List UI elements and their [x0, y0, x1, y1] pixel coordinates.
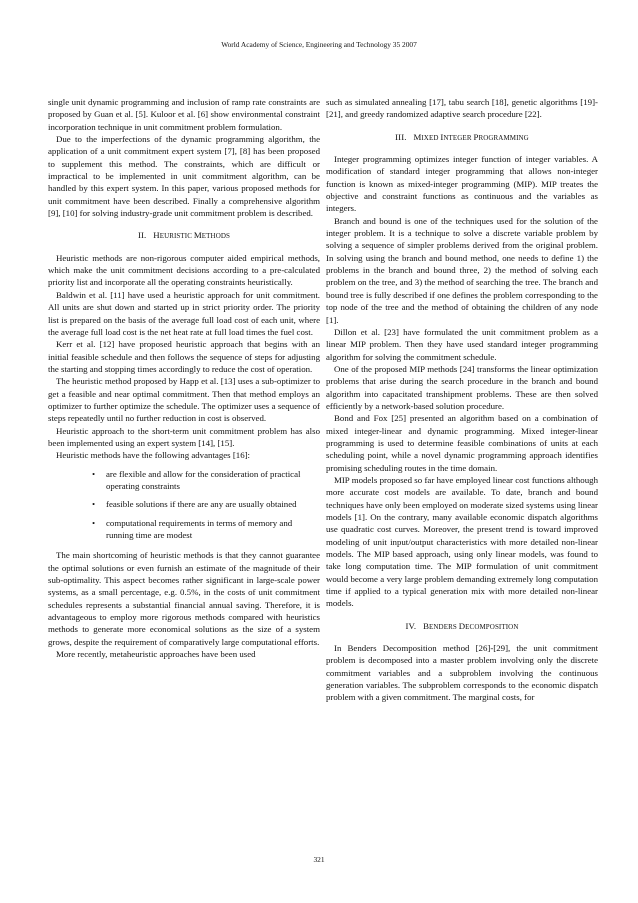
section-heading-heuristic-methods: II. HEURISTIC METHODS [137, 230, 230, 241]
bullet-icon: • [92, 499, 96, 510]
paragraph: Bond and Fox [25] presented an algorithm based on a combination of mixed integer-linear and dynamic programming. Mixed integer-linear programming is used to determine feasible combinations of units at each scheduling point, while a novel dynamic programming approach identifies promising scheduling routes in the time domain. [326, 413, 598, 473]
paragraph: One of the proposed MIP methods [24] transforms the linear optimization problems that arise during the search procedure in the branch and bound algorithm into capacitated transhipment problems. These are then solved efficiently by a network-based solution procedure. [326, 363, 598, 411]
paragraph: The main shortcoming of heuristic methods is that they cannot guarantee the optimal solutions or even furnish an estimate of the magnitude of their sub-optimality. This aspect becomes rather significant in large-scale power systems, as a small percentage, e.g. 0.5%, in the costs of unit commitment schedules represents a substantial financial annual saving. Therefore, it is advantageous to employ more rigorous methods compared with heuristics methods to generate more economical solutions as the size of a system grows, despite the requirement of comparatively large computational efforts. [48, 550, 320, 647]
paragraph: such as simulated annealing [17], tabu search [18], genetic algorithms [19]-[21], and greedy randomized adaptive search procedure [22]. [326, 97, 598, 120]
page-number: 321 [313, 855, 325, 864]
advantages-list [48, 468, 320, 542]
list-item: • computational requirements in terms of memory and running time are modest [92, 517, 293, 540]
paragraph: Baldwin et al. [11] have used a heuristic approach for unit commitment. All units are shut down and started up in strict priority order. The priority list is prepared on the basis of the average full load cost of each unit, where the average full load cost is the net heat rate at full load times the fuel cost. [48, 289, 320, 337]
section-heading-benders-decomposition: IV. BENDERS DECOMPOSITION [405, 620, 519, 631]
list-item: • are flexible and allow for the consideration of practical operating constraints [92, 468, 301, 491]
section-heading-mixed-integer-programming: III. MIXED INTEGER PROGRAMMING [395, 131, 529, 142]
paragraph: Integer programming optimizes integer function of integer variables. A modification of standard integer programming that allows non-integer function is known as mixed-integer programming (MIP). MIP treates the objective and constraint functions as continuous and the variables as integers. [326, 154, 598, 214]
right-column [326, 96, 598, 704]
paragraph: Dillon et al. [23] have formulated the unit commitment problem as a linear MIP problem. Then they have used standard integer programming algorithm for solving the commitment schedule. [326, 326, 598, 362]
left-column [48, 96, 320, 660]
running-header: World Academy of Science, Engineering and Technology 35 2007 [221, 40, 417, 49]
paragraph: Due to the imperfections of the dynamic programming algorithm, the application of a unit commitment expert system [7], [8] has been proposed to supplement this method. The constraints, which are difficult or impractical to be implemented in unit commitment algorithm, can be handled by this expert system. In this paper, various proposed methods for unit commitment have been described. Finally a comprehensive algorithm [9], [10] for solving industry-grade unit commitment problem is described. [48, 134, 320, 219]
paragraph: single unit dynamic programming and inclusion of ramp rate constraints are proposed by Guan et al. [5]. Kuloor et al. [6] show environmental constraint incorporation technique in unit commitment problem formulation. [48, 97, 320, 132]
paragraph: Kerr et al. [12] have proposed heuristic approach that begins with an initial feasible schedule and then follows the sequence of steps for adjusting the starting and stopping times accordingly to reduce the cost of operation. [48, 339, 320, 374]
paragraph: The heuristic method proposed by Happ et al. [13] uses a sub-optimizer to get a feasible and near optimal commitment. Then that method employs an optimizer to further optimize the schedule. The optimizer uses a sequence of steps repeatedly until no further reduction in cost is observed. [48, 376, 320, 424]
list-item: • feasible solutions if there are any are usually obtained [92, 499, 297, 510]
bullet-icon: • [92, 517, 96, 528]
paragraph: Heuristic approach to the short-term unit commitment problem has also been implemented using an expert system [14], [15]. [48, 425, 320, 448]
paragraph: More recently, metaheuristic approaches have been used [56, 649, 256, 660]
paragraph: In Benders Decomposition method [26]-[29], the unit commitment problem is decomposed into a master problem involving only the discrete commitment variables and a subproblem involving the continuous generation variables. The subproblem corresponds to the economic dispatch problem with a given commitment. The marginal costs, for [326, 643, 598, 703]
paragraph: MIP models proposed so far have employed linear cost functions although more accurate cost models are available. To date, branch and bound techniques have only been employed on moderate sized systems using linear models [1]. On the contrary, many available economic dispatch algorithms use quadratic cost curves. Moreover, the present trend is toward improved modeling of unit input/output characteristics with more detailed non-linear models. The MIP based approach, using only linear models, was found to take long computation time. The MIP formulation of unit commitment would become a very large problem demanding extremely long computation time if applied to a typical generation mix with more detailed non-linear models. [326, 474, 598, 609]
paragraph: Heuristic methods are non-rigorous computer aided empirical methods, which make the unit commitment decisions according to a pre-calculated priority list and incorporate all the operating constraints heuristically. [48, 252, 320, 288]
bullet-icon: • [92, 468, 96, 479]
paragraph: Heuristic methods have the following advantages [16]: [56, 450, 251, 461]
paragraph: Branch and bound is one of the techniques used for the solution of the integer problem. It is a technique to solve a discrete variable problem by solving a sequence of simpler problems derived from the original problem. In solving using the branch and bound method, one needs to define 1) the problems in the branch and bound three, 2) the method of solving each problem on the tree, and 3) the method of searching the tree. The branch and bound tree is fully described if one defines the problem corresponding to the top node of the tree and the method of obtaining the children of any node [1]. [326, 215, 598, 325]
